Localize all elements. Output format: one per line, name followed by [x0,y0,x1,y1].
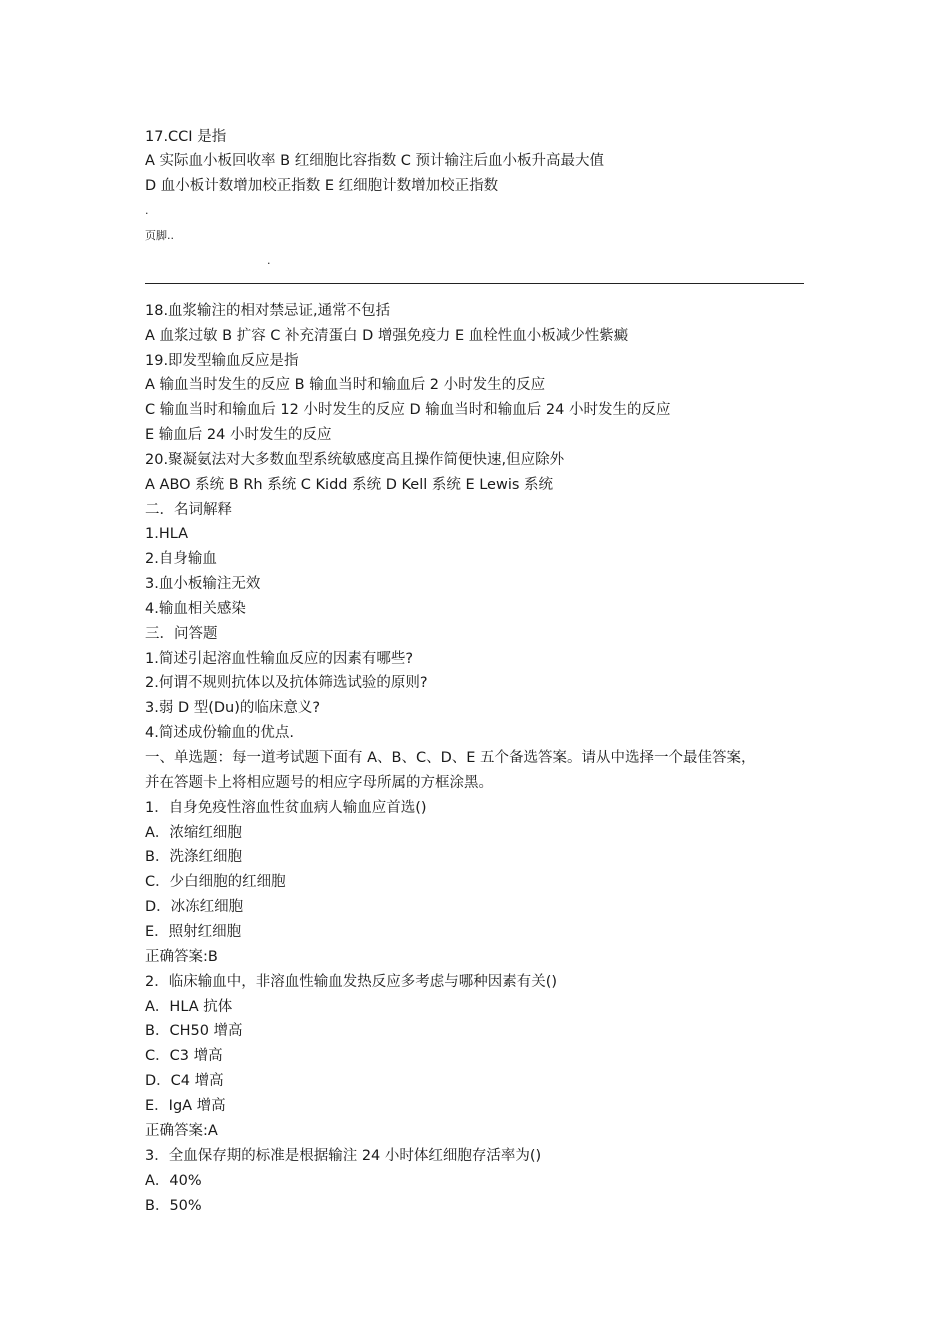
question-18-options: A 血浆过敏 B 扩容 C 补充清蛋白 D 增强免疫力 E 血栓性血小板减少性紫癜 [145,328,629,344]
question-18-stem: 18.血浆输注的相对禁忌证,通常不包括 [145,303,391,319]
section-heading-single-choice: 一、单选题：每一道考试题下面有 A、B、C、D、E 五个备选答案。请从中选择一个最佳答案， [145,750,756,766]
question-20-options: A ABO 系统 B Rh 系统 C Kidd 系统 D Kell 系统 E Lewis 系统 [145,477,554,493]
mcq-2-option-c: C．C3 增高 [145,1048,223,1064]
question-19-options-row-1: A 输血当时发生的反应 B 输血当时和输血后 2 小时发生的反应 [145,377,546,393]
footer-label: 页脚.. [145,229,174,242]
mcq-1-answer: 正确答案:B [145,949,218,965]
question-19-stem: 19.即发型输血反应是指 [145,353,299,369]
section-instructions: 并在答题卡上将相应题号的相应字母所属的方框涂黑。 [145,775,493,791]
term-item: 3.血小板输注无效 [145,576,261,592]
mcq-2-option-b: B．CH50 增高 [145,1023,243,1039]
question-19-options-row-3: E 输血后 24 小时发生的反应 [145,427,332,443]
mcq-1-stem: 1．自身免疫性溶血性贫血病人输血应首选() [145,800,427,816]
header-dot: . [267,254,271,267]
term-item: 4.输血相关感染 [145,601,246,617]
section-heading-terms: 二．名词解释 [145,502,232,518]
mcq-2-option-e: E．IgA 增高 [145,1098,226,1114]
mcq-3-stem: 3．全血保存期的标准是根据输注 24 小时体红细胞存活率为() [145,1148,542,1164]
mcq-1-option-e: E．照射红细胞 [145,924,242,940]
mcq-1-option-a: A．浓缩红细胞 [145,825,242,841]
question-20-stem: 20.聚凝氨法对大多数血型系统敏感度高且操作简便快速,但应除外 [145,452,565,468]
mcq-3-option-a: A．40% [145,1173,202,1189]
document-page [145,0,810,1344]
qa-item: 2.何谓不规则抗体以及抗体筛选试验的原则? [145,675,428,691]
qa-item: 4.简述成份输血的优点. [145,725,294,741]
term-item: 1.HLA [145,526,189,542]
question-19-options-row-2: C 输血当时和输血后 12 小时发生的反应 D 输血当时和输血后 24 小时发生的反应 [145,402,671,418]
page-divider [145,283,804,284]
question-17-options-row-1: A 实际血小板回收率 B 红细胞比容指数 C 预计输注后血小板升高最大值 [145,153,605,169]
mcq-3-option-b: B．50% [145,1198,202,1214]
qa-item: 1.简述引起溶血性输血反应的因素有哪些? [145,651,414,667]
qa-item: 3.弱 D 型(Du)的临床意义? [145,700,321,716]
mcq-1-option-c: C．少白细胞的红细胞 [145,874,286,890]
footer-dot: . [145,204,149,217]
mcq-1-option-b: B．洗涤红细胞 [145,849,242,865]
question-17-options-row-2: D 血小板计数增加校正指数 E 红细胞计数增加校正指数 [145,178,499,194]
mcq-2-answer: 正确答案:A [145,1123,218,1139]
mcq-2-option-d: D．C4 增高 [145,1073,224,1089]
term-item: 2.自身输血 [145,551,217,567]
mcq-2-stem: 2．临床输血中，非溶血性输血发热反应多考虑与哪种因素有关() [145,974,558,990]
section-heading-qa: 三．问答题 [145,626,218,642]
question-17-stem: 17.CCI 是指 [145,129,227,145]
mcq-2-option-a: A．HLA 抗体 [145,999,233,1015]
mcq-1-option-d: D．冰冻红细胞 [145,899,244,915]
